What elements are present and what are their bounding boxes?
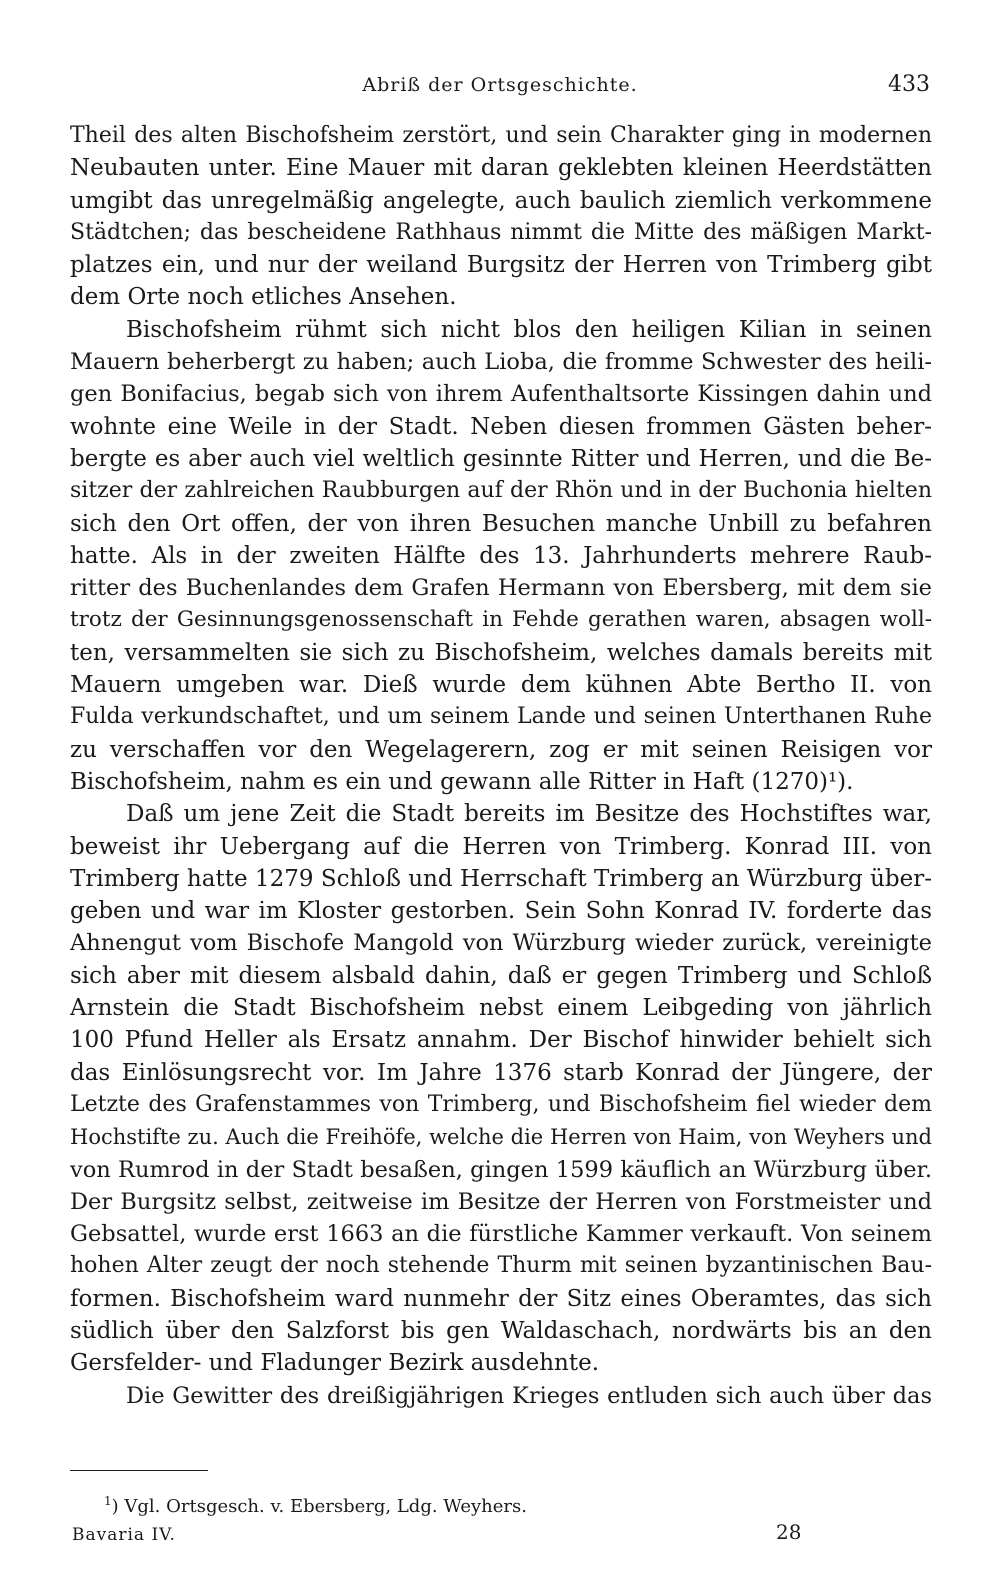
text-line: Mauern umgeben war. Dieß wurde dem kühnen Abte Bertho II. von — [70, 672, 932, 699]
text-line: hatte. Als in der zweiten Hälfte des 13. Jahrhunderts mehrere Raub- — [70, 542, 932, 569]
text-line: ritter des Buchenlandes dem Grafen Hermann von Ebersberg, mit dem sie — [70, 575, 932, 602]
text-line: sitzer der zahlreichen Raubburgen auf der Rhön und in der Buchonia hielten — [70, 478, 932, 504]
text-line: gen Bonifacius, begab sich von ihrem Aufenthaltsorte Kissingen dahin und — [70, 381, 932, 408]
text-line: formen. Bischofsheim ward nunmehr der Sitz eines Oberamtes, das sich — [70, 1285, 932, 1312]
text-line: Bischofsheim rühmt sich nicht blos den heiligen Kilian in seinen — [126, 316, 932, 343]
text-line: dem Orte noch etliches Ansehen. — [70, 284, 457, 311]
text-line: Daß um jene Zeit die Stadt bereits im Besitze des Hochstiftes war, — [126, 801, 932, 828]
text-line: zu verschaffen vor den Wegelagerern, zog er mit seinen Reisigen vor — [70, 736, 932, 763]
text-line: Ahnengut vom Bischofe Mangold von Würzburg wieder zurück, vereinigte — [70, 930, 932, 957]
text-line: von Rumrod in der Stadt besaßen, gingen 1599 käuflich an Würzburg über. — [70, 1156, 932, 1183]
text-line: hohen Alter zeugt der noch stehende Thurm mit seinen byzantinischen Bau- — [70, 1253, 932, 1279]
text-line: Theil des alten Bischofsheim zerstört, und sein Charakter ging in modernen — [70, 123, 932, 148]
running-title: Abriß der Ortsgeschichte. — [362, 74, 638, 96]
text-line: Neubauten unter. Eine Mauer mit daran geklebten kleinen Heerdstätten — [70, 155, 932, 182]
text-line: Mauern beherbergt zu haben; auch Lioba, die fromme Schwester des heili- — [70, 349, 932, 376]
footnote-marker: 1 — [104, 1494, 112, 1508]
footnote-text: ) Vgl. Ortsgesch. v. Ebersberg, Ldg. Weyhers. — [111, 1496, 527, 1517]
page-number: 433 — [888, 72, 930, 97]
text-line: das Einlösungsrecht vor. Im Jahre 1376 starb Konrad der Jüngere, der — [70, 1059, 932, 1086]
text-line: sich aber mit diesem alsbald dahin, daß er gegen Trimberg und Schloß — [70, 962, 932, 989]
sheet-signature: Bavaria IV. — [72, 1525, 176, 1545]
text-line: wohnte eine Weile in der Stadt. Neben diesen frommen Gästen beher- — [70, 413, 932, 440]
text-line: geben und war im Kloster gestorben. Sein Sohn Konrad IV. forderte das — [70, 898, 932, 925]
footnote — [104, 1494, 527, 1517]
text-line: Der Burgsitz selbst, zeitweise im Besitze der Herren von Forstmeister und — [70, 1188, 932, 1215]
running-head — [70, 70, 930, 106]
text-line: Fulda verkundschaftet, und um seinem Lande und seinen Unterthanen Ruhe — [70, 704, 932, 730]
text-line: Trimberg hatte 1279 Schloß und Herrschaft Trimberg an Würzburg über- — [70, 865, 932, 892]
text-line: südlich über den Salzforst bis gen Waldaschach, nordwärts bis an den — [70, 1317, 932, 1344]
body-text — [70, 120, 932, 1412]
text-line: Gebsattel, wurde erst 1663 an die fürstliche Kammer verkauft. Von seinem — [70, 1221, 932, 1248]
text-line: Städtchen; das bescheidene Rathhaus nimmt die Mitte des mäßigen Markt- — [70, 219, 932, 245]
text-line: trotz der Gesinnungsgenossenschaft in Fehde gerathen waren, absagen woll- — [70, 607, 932, 633]
text-line: Hochstifte zu. Auch die Freihöfe, welche die Herren von Haim, von Weyhers und — [70, 1125, 932, 1150]
text-line: 100 Pfund Heller als Ersatz annahm. Der Bischof hinwider behielt sich — [70, 1027, 932, 1054]
text-line: beweist ihr Uebergang auf die Herren von Trimberg. Konrad III. von — [70, 833, 932, 860]
text-line: ten, versammelten sie sich zu Bischofsheim, welches damals bereits mit — [70, 639, 932, 666]
text-line: Bischofsheim, nahm es ein und gewann alle Ritter in Haft (1270)¹). — [70, 768, 854, 795]
text-line: sich den Ort offen, der von ihren Besuchen manche Unbill zu befahren — [70, 510, 932, 537]
text-line: Gersfelder- und Fladunger Bezirk ausdehnte. — [70, 1350, 600, 1377]
sheet-number: 28 — [776, 1520, 802, 1544]
text-line: bergte es aber auch viel weltlich gesinnte Ritter und Herren, und die Be- — [70, 445, 932, 472]
text-line: Letzte des Grafenstammes von Trimberg, und Bischofsheim fiel wieder dem — [70, 1091, 932, 1117]
text-line: platzes ein, und nur der weiland Burgsitz der Herren von Trimberg gibt — [70, 252, 932, 279]
text-line: Arnstein die Stadt Bischofsheim nebst einem Leibgeding von jährlich — [70, 995, 932, 1022]
text-line: Die Gewitter des dreißigjährigen Krieges entluden sich auch über das — [126, 1382, 932, 1409]
text-line: umgibt das unregelmäßig angelegte, auch baulich ziemlich verkommene — [70, 187, 932, 214]
footnote-rule — [70, 1470, 208, 1471]
